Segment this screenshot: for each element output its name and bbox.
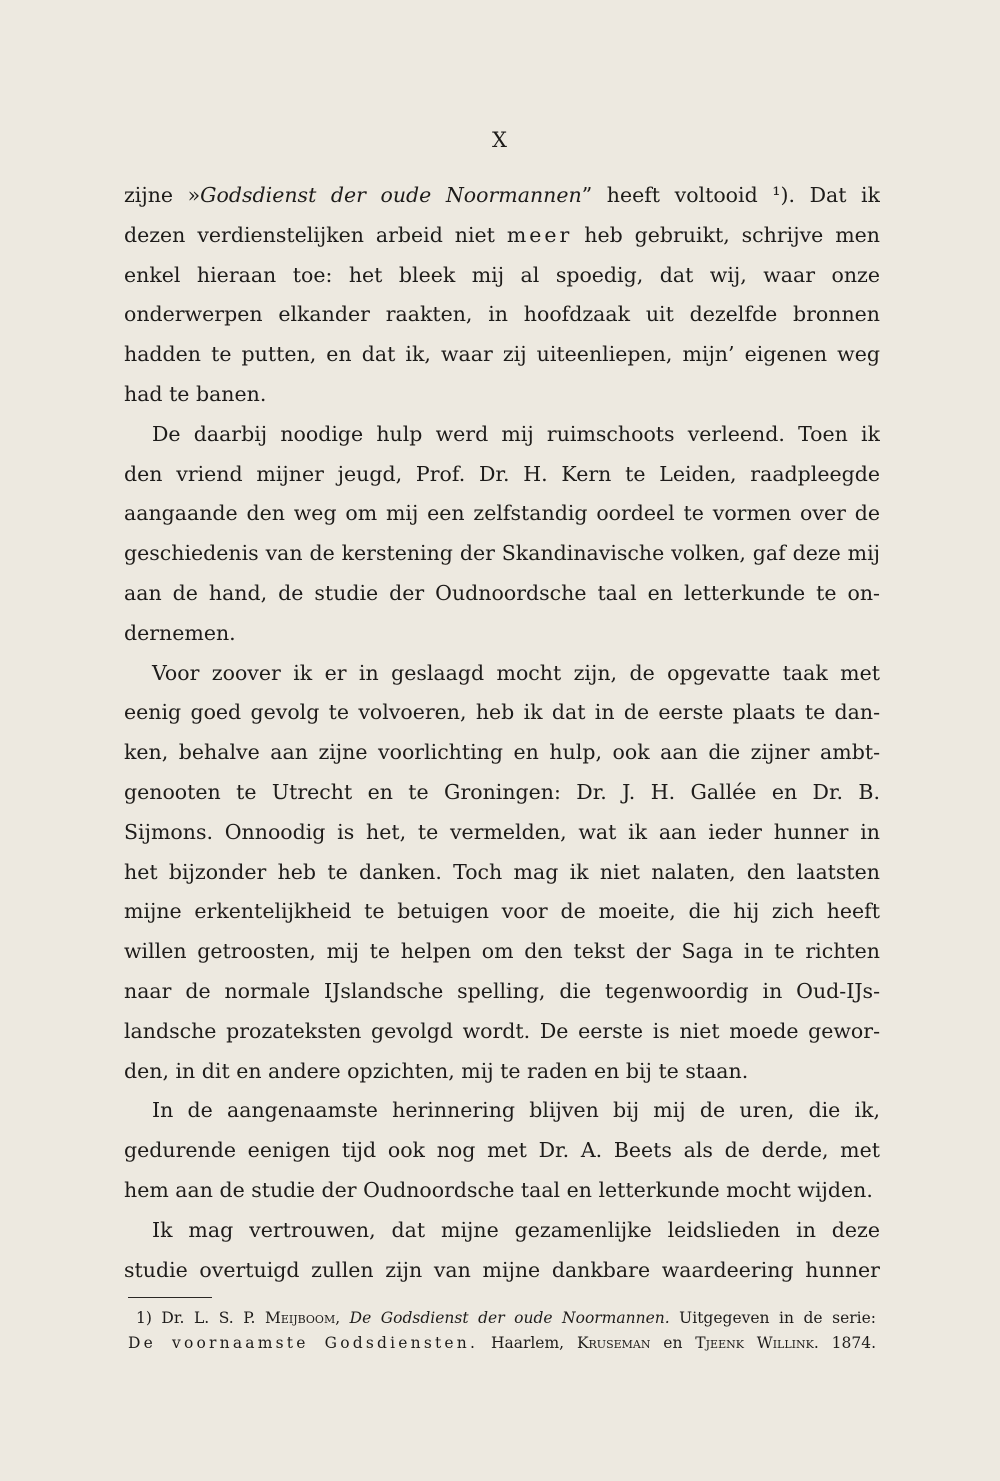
text-line: het bijzonder heb te danken. Toch mag ik niet nalaten, den laatsten <box>124 859 880 884</box>
text-line: willen getroosten, mij te helpen om den tekst der Saga in te richten <box>124 939 880 964</box>
text-segment: en <box>650 1334 696 1352</box>
text-segment: zijne » <box>124 183 201 207</box>
footnote-line <box>128 1331 876 1356</box>
text-line: genooten te Utrecht en te Groningen: Dr. J. H. Gallée en Dr. B. <box>124 779 880 804</box>
text-line: had te banen. <box>124 381 267 406</box>
text-line: enkel hieraan toe: het bleek mij al spoedig, dat wij, waar onze <box>124 262 880 287</box>
text-line: gedurende eenigen tijd ook nog met Dr. A. Beets als de derde, met <box>124 1138 880 1163</box>
text-segment: heb gebruikt, schrijve men <box>572 222 880 247</box>
text-line: aan de hand, de studie der Oudnoordsche taal en letterkunde te on- <box>124 580 880 605</box>
text-line: aangaande den weg om mij een zelfstandig oordeel te vormen over de <box>124 501 880 526</box>
text-segment: 1) Dr. L. S. P. <box>136 1309 265 1327</box>
text-line: studie overtuigd zullen zijn van mijne dankbare waardeering hunner <box>124 1257 880 1282</box>
text-line: den vriend mijner jeugd, Prof. Dr. H. Kern te Leiden, raadpleegde <box>124 461 880 486</box>
text-line: landsche prozateksten gevolgd wordt. De eerste is niet moede gewor- <box>124 1018 880 1043</box>
text-line: hadden te putten, en dat ik, waar zij uiteenliepen, mijn’ eigenen weg <box>124 342 880 367</box>
text-line: dernemen. <box>124 620 236 645</box>
text-segment: Haarlem, <box>478 1334 577 1352</box>
text-line <box>124 176 880 216</box>
text-line: Voor zoover ik er in geslaagd mocht zijn, de opgevatte taak met <box>152 660 880 685</box>
publisher-name: Tjeenk Willink <box>695 1334 814 1352</box>
text-line: ken, behalve aan zijne voorlichting en hulp, ook aan die zijner ambt- <box>124 740 880 765</box>
text-segment: . 1874. <box>813 1334 876 1352</box>
text-line: Sijmons. Onnoodig is het, te vermelden, wat ik aan ieder hunner in <box>124 819 880 844</box>
text-line: In de aangenaamste herinnering blijven bij mij de uren, die ik, <box>152 1098 880 1123</box>
text-line: De daarbij noodige hulp werd mij ruimschoots verleend. Toen ik <box>152 421 880 446</box>
text-line: Ik mag vertrouwen, dat mijne gezamenlijke leidslieden in deze <box>152 1217 880 1242</box>
text-segment: Uitgegeven in de serie: <box>669 1309 876 1327</box>
text-line: geschiedenis van de kerstening der Skandinavische volken, gaf deze mij <box>124 541 880 566</box>
text-line: eenig goed gevolg te volvoeren, heb ik dat in de eerste plaats te dan- <box>124 700 880 725</box>
footnote-line <box>128 1306 876 1331</box>
text-segment: dezen verdienstelijken arbeid niet <box>124 222 507 247</box>
text-segment: ” heeft voltooid ¹). Dat ik <box>581 183 880 207</box>
author-name: Meijboom <box>264 1309 336 1327</box>
text-line: onderwerpen elkander raakten, in hoofdzaak uit dezelfde bronnen <box>124 302 880 327</box>
footnote <box>128 1306 876 1356</box>
series-name: De voornaamste Godsdiensten. <box>128 1334 479 1352</box>
page-number: X <box>492 128 508 152</box>
text-line: naar de normale IJslandsche spelling, die tegenwoordig in Oud-IJs- <box>124 978 880 1003</box>
main-text <box>124 176 880 1290</box>
text-segment: , <box>335 1309 350 1327</box>
text-line: den, in dit en andere opzichten, mij te raden en bij te staan. <box>124 1058 749 1083</box>
book-title: Godsdienst der oude Noormannen <box>200 183 582 207</box>
text-line <box>124 216 880 256</box>
text-line: hem aan de studie der Oudnoordsche taal en letterkunde mocht wijden. <box>124 1177 873 1202</box>
publisher-name: Kruseman <box>576 1334 651 1352</box>
text-line: mijne erkentelijkheid te betuigen voor de moeite, die hij zich heeft <box>124 899 880 924</box>
footnote-divider <box>128 1297 212 1298</box>
book-title: De Godsdienst der oude Noormannen. <box>349 1309 670 1327</box>
emphasized-word: meer <box>506 222 573 247</box>
